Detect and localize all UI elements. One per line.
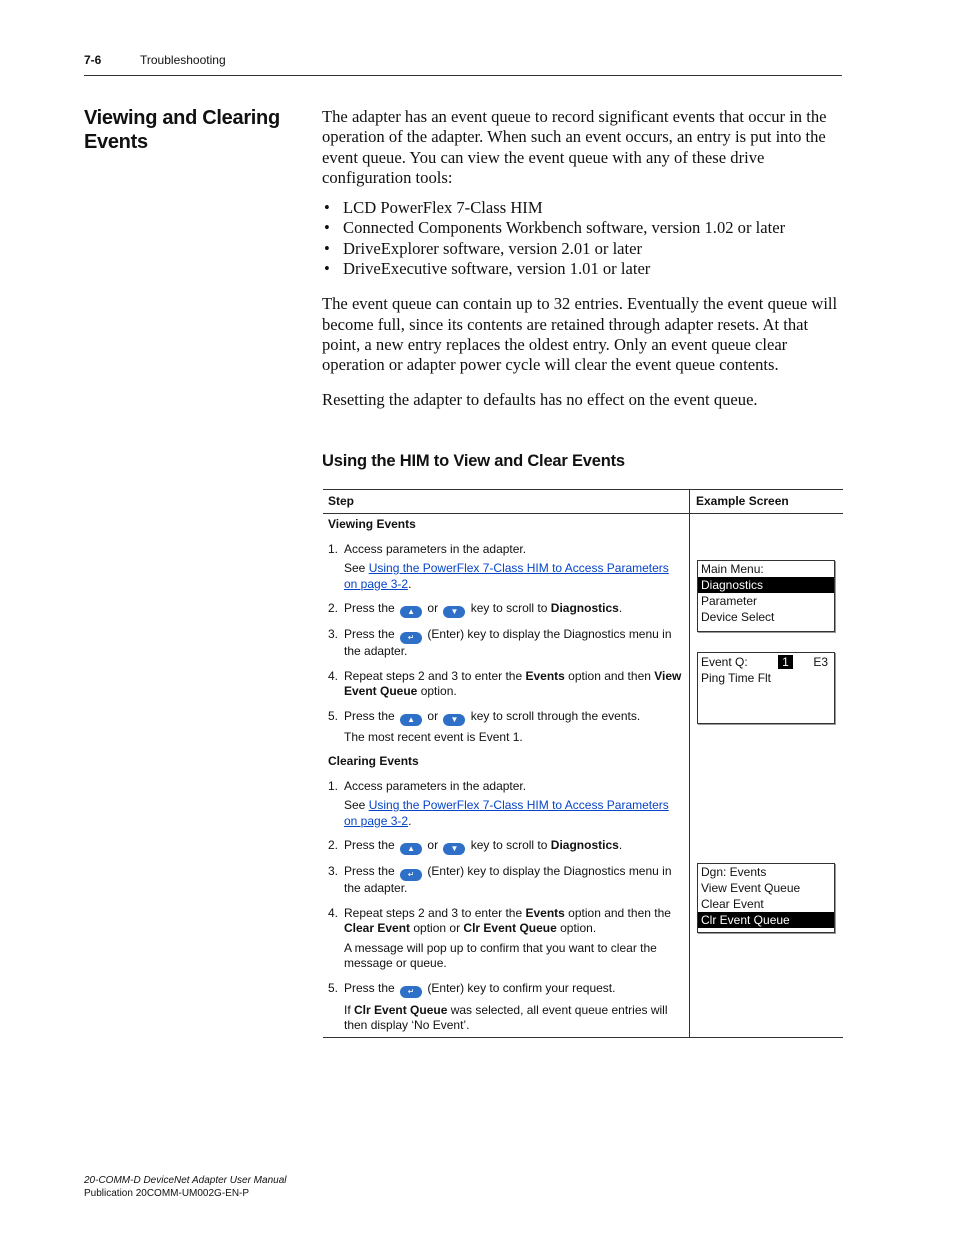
- access-parameters-link[interactable]: Using the PowerFlex 7-Class HIM to Access Parameters on page 3-2: [344, 798, 669, 828]
- down-arrow-key-icon: ▼: [443, 843, 465, 855]
- tools-list-item: • DriveExplorer software, version 2.01 or later: [322, 239, 844, 259]
- steps-column: [328, 517, 683, 1034]
- enter-key-icon: ↵: [400, 986, 422, 998]
- step-text: (Enter) key to confirm your request.: [427, 980, 616, 995]
- intro-paragraph-2: The event queue can contain up to 32 entries. Eventually the event queue will become full, since its contents are retained through adapter resets. At that point, a new entry replaces the oldest entry. Only an event queue clear operation or adapter power cycle will clear the event queue contents.: [322, 294, 838, 375]
- step-number: 1.: [328, 778, 339, 793]
- step-note: A message will pop up to confirm that you want to clear the message or queue.: [344, 940, 657, 970]
- footer-manual-title: 20-COMM-D DeviceNet Adapter User Manual: [84, 1175, 287, 1186]
- enter-key-icon: ↵: [400, 869, 422, 881]
- tools-list-item: • DriveExecutive software, version 1.01 or later: [322, 259, 844, 279]
- viewing-step-4: [328, 669, 683, 700]
- step-bold-text: Diagnostics: [550, 601, 619, 615]
- step-text: Access parameters in the adapter.: [344, 541, 527, 556]
- lcd-event-queue-screen: [697, 652, 835, 724]
- step-note: [344, 1003, 683, 1034]
- viewing-step-5: [328, 709, 683, 746]
- steps-table: [323, 489, 843, 1038]
- step-text: option.: [560, 921, 597, 935]
- step-bold-text: Clr Event Queue: [354, 1002, 448, 1017]
- clearing-events-title: Clearing Events: [328, 754, 419, 768]
- event-code: E3: [813, 655, 828, 669]
- lcd-line: Ping Time Flt: [701, 671, 772, 685]
- intro-text: [322, 107, 844, 410]
- step-text: Press the: [344, 708, 395, 723]
- lcd-line: Clear Event: [701, 897, 764, 911]
- see-label: See: [344, 798, 366, 812]
- viewing-step-3: [328, 627, 683, 660]
- up-arrow-key-icon: ▲: [400, 843, 422, 855]
- lcd-line: Parameter: [701, 594, 758, 608]
- step-bold-text: Events: [525, 668, 565, 683]
- step-number: 5.: [328, 708, 339, 723]
- step-note: The most recent event is Event 1.: [344, 729, 523, 744]
- lcd-line-highlighted: Clr Event Queue: [698, 912, 834, 928]
- section-title: Viewing and Clearing Events: [84, 107, 280, 153]
- event-queue-label: Event Q:: [701, 655, 748, 669]
- step-bold-text: Clr Event Queue: [463, 921, 557, 935]
- step-text: If: [344, 1002, 351, 1017]
- page-header: [84, 53, 842, 76]
- step-text: Press the: [344, 980, 395, 995]
- clearing-step-1: 1. Access parameters in the adapter. See Using the PowerFlex 7-Class HIM to Access Parameters on page 3-2.: [328, 778, 669, 828]
- access-parameters-link[interactable]: Using the PowerFlex 7-Class HIM to Access Parameters on page 3-2: [344, 561, 669, 591]
- step-text: or: [427, 708, 439, 723]
- him-subsection-title: Using the HIM to View and Clear Events: [322, 452, 625, 470]
- lcd-line-highlighted: Diagnostics: [698, 577, 834, 593]
- step-number: 2.: [328, 838, 339, 852]
- clearing-step-5: [328, 981, 683, 1034]
- step-text: or: [427, 601, 439, 615]
- step-number: 5.: [328, 980, 339, 995]
- step-bold-text: Events: [525, 905, 565, 920]
- step-text: Press the: [344, 627, 395, 641]
- step-number: 4.: [328, 668, 339, 683]
- step-text: Press the: [344, 601, 395, 615]
- up-arrow-key-icon: ▲: [400, 714, 422, 726]
- step-text: Access parameters in the adapter.: [344, 778, 527, 793]
- step-text: (Enter) key to display the Diagnostics menu in the adapter.: [344, 627, 672, 658]
- lcd-line: [698, 625, 834, 631]
- lcd-dgn-events-screen: [697, 863, 835, 933]
- viewing-events-title: Viewing Events: [328, 517, 416, 531]
- intro-paragraph-1: The adapter has an event queue to record significant events that occur in the operation of the adapter. When such an event occurs, an entry is put into the event queue. You can view the event queue with any of these drive configuration tools:: [322, 107, 827, 187]
- step-bold-text: Diagnostics: [550, 838, 619, 852]
- column-header-example: Example Screen: [696, 494, 789, 508]
- tools-list: [322, 198, 844, 279]
- lcd-line: Main Menu:: [701, 562, 764, 576]
- step-number: 4.: [328, 905, 339, 920]
- tools-list-item: • Connected Components Workbench software, version 1.02 or later: [322, 218, 844, 238]
- viewing-step-2: 2. Press the ▲ or ▼ key to scroll to Diagnostics.: [328, 601, 623, 616]
- down-arrow-key-icon: ▼: [443, 606, 465, 618]
- up-arrow-key-icon: ▲: [400, 606, 422, 618]
- page-number: 7-6: [84, 53, 102, 67]
- footer-publication: Publication 20COMM-UM002G-EN-P: [84, 1188, 250, 1199]
- tools-list-item: • LCD PowerFlex 7-Class HIM: [322, 198, 844, 218]
- step-text: Repeat steps 2 and 3 to enter the: [344, 905, 523, 920]
- step-text: option or: [413, 921, 461, 935]
- intro-paragraph-3: Resetting the adapter to defaults has no effect on the event queue.: [322, 389, 758, 409]
- clearing-step-4: [328, 906, 683, 972]
- step-text: key to scroll to: [470, 601, 548, 615]
- down-arrow-key-icon: ▼: [443, 714, 465, 726]
- lcd-main-menu-screen: [697, 560, 835, 632]
- step-number: 3.: [328, 627, 339, 641]
- step-number: 2.: [328, 601, 339, 615]
- viewing-step-1: 1. Access parameters in the adapter. See Using the PowerFlex 7-Class HIM to Access Parameters on page 3-2.: [328, 541, 669, 591]
- lcd-line: [698, 654, 834, 670]
- step-text: option and then: [568, 668, 651, 683]
- step-text: Press the: [344, 838, 395, 852]
- step-text: Repeat steps 2 and 3 to enter the: [344, 668, 523, 683]
- page-footer: [84, 1174, 286, 1200]
- step-bold-text: View Event Queue: [344, 668, 682, 698]
- lcd-line: [698, 928, 834, 932]
- clearing-step-2: 2. Press the ▲ or ▼ key to scroll to Diagnostics.: [328, 838, 623, 853]
- table-header-row: [323, 490, 843, 514]
- header-section: Troubleshooting: [140, 53, 226, 67]
- lcd-line: Device Select: [701, 610, 775, 624]
- enter-key-icon: ↵: [400, 632, 422, 644]
- step-number: 1.: [328, 541, 339, 556]
- event-number: 1: [778, 655, 793, 669]
- step-text: option and then the: [568, 905, 671, 920]
- lcd-line: View Event Queue: [701, 881, 801, 895]
- step-text: key to scroll to: [470, 838, 548, 852]
- lcd-line: Dgn: Events: [701, 865, 767, 879]
- step-text: or: [427, 838, 439, 852]
- column-divider: [689, 490, 690, 1037]
- column-header-step: Step: [328, 494, 355, 508]
- step-text: was selected, all event queue entries will then display ‘No Event’.: [344, 1002, 668, 1032]
- step-text: key to scroll through the events.: [470, 708, 641, 723]
- step-number: 3.: [328, 864, 339, 878]
- step-text: Press the: [344, 864, 395, 878]
- step-text: (Enter) key to display the Diagnostics menu in the adapter.: [344, 864, 672, 895]
- clearing-step-3: [328, 864, 683, 897]
- step-bold-text: Clear Event: [344, 921, 411, 935]
- see-label: See: [344, 561, 366, 575]
- step-text: option.: [420, 684, 457, 698]
